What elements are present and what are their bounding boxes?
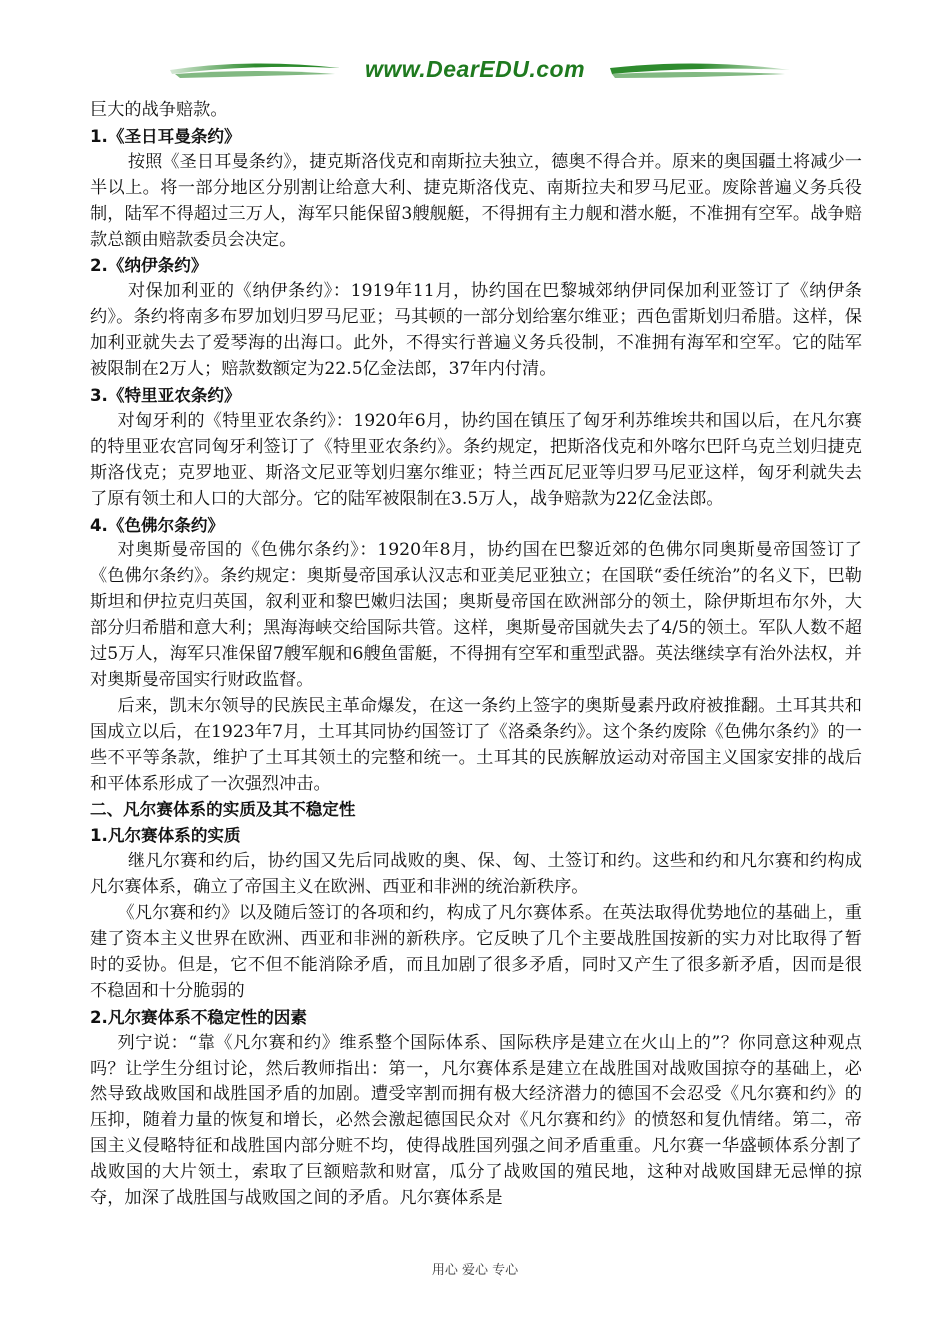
paragraph: 《凡尔赛和约》以及随后签订的各项和约，构成了凡尔赛体系。在英法取得优势地位的基础上，重建了资本主义世界在欧洲、西亚和非洲的新秩序。它反映了几个主要战胜国按新的实力对比取得了暂时的妥协。但是，它不但不能消除矛盾，而且加剧了很多矛盾，同时又产生了很多新矛盾，因而是很不稳固和十分脆弱的 [90, 903, 862, 1001]
paragraph: 后来，凯末尔领导的民族民主革命爆发，在这一条约上签字的奥斯曼素丹政府被推翻。土耳其共和国成立以后，在1923年7月，土耳其同协约国签订了《洛桑条约》。这个条约废除《色佛尔条约》的一些不平等条款，维护了土耳其领土的完整和统一。土耳其的民族解放运动对帝国主义国家安排的战后和平体系形成了一次强烈冲击。 [90, 695, 862, 794]
chapter-heading: 二、凡尔赛体系的实质及其不稳定性 [90, 800, 356, 820]
section-heading: 3.《特里亚农条约》 [90, 385, 241, 405]
section-heading: 2.《纳伊条约》 [90, 256, 208, 276]
section-heading: 1.《圣日耳曼条约》 [90, 126, 241, 146]
paragraph: 对匈牙利的《特里亚农条约》：1920年6月，协约国在镇压了匈牙利苏维埃共和国以后，在凡尔赛的特里亚农宫同匈牙利签订了《特里亚农条约》。条约规定，把斯洛伐克和外喀尔巴阡乌克兰划归捷克斯洛伐克；克罗地亚、斯洛文尼亚等划归塞尔维亚；特兰西瓦尼亚等归罗马尼亚这样，匈牙利就失去了原有领土和人口的大部分。它的陆军被限制在3.5万人，战争赔款为22亿金法郎。 [90, 410, 862, 509]
paragraph: 巨大的战争赔款。 [90, 100, 228, 120]
section-heading: 2.凡尔赛体系不稳定性的因素 [90, 1007, 307, 1027]
site-url: www.DearEDU.com [364, 56, 586, 82]
paragraph: 按照《圣日耳曼条约》，捷克斯洛伐克和南斯拉夫独立，德奥不得合并。原来的奥国疆土将减少一半以上。将一部分地区分别割让给意大利、捷克斯洛伐克、南斯拉夫和罗马尼亚。废除普遍义务兵役制，陆军不得超过三万人，海军只能保留3艘舰艇，不得拥有主力舰和潜水艇，不准拥有空军。战争赔款总额由赔款委员会决定。 [90, 151, 862, 250]
document-body [90, 98, 862, 1212]
paragraph: 继凡尔赛和约后，协约国又先后同战败的奥、保、匈、土签订和约。这些和约和凡尔赛和约构成凡尔赛体系，确立了帝国主义在欧洲、西亚和非洲的统治新秩序。 [90, 851, 862, 898]
section-heading: 1.凡尔赛体系的实质 [90, 826, 241, 846]
paragraph: 列宁说：“靠《凡尔赛和约》维系整个国际体系、国际秩序是建立在火山上的”？你同意这种观点吗？让学生分组讨论，然后教师指出：第一，凡尔赛体系是建立在战胜国对战败国掠夺的基础上，必然导致战败国和战胜国矛盾的加剧。遭受宰割而拥有极大经济潜力的德国不会忍受《凡尔赛和约》的压抑，随着力量的恢复和增长，必然会激起德国民众对《凡尔赛和约》的愤怒和复仇情绪。第二，帝国主义侵略特征和战胜国内部分赃不均，使得战胜国列强之间矛盾重重。凡尔赛一华盛顿体系分割了战败国的大片领土，索取了巨额赔款和财富，瓜分了战败国的殖民地，这种对战败国肆无忌惮的掠夺，加深了战胜国与战败国之间的矛盾。凡尔赛体系是 [90, 1032, 862, 1209]
paragraph: 对保加利亚的《纳伊条约》：1919年11月，协约国在巴黎城郊纳伊同保加利亚签订了《纳伊条约》。条约将南多布罗加划归罗马尼亚；马其顿的一部分划给塞尔维亚；西色雷斯划归希腊。这样，保加利亚就失去了爱琴海的出海口。此外，不得实行普遍义务兵役制，不准拥有海军和空军。它的陆军被限制在2万人；赔款数额定为22.5亿金法郎，37年内付清。 [90, 281, 862, 380]
page-footer: 用心 爱心 专心 [431, 1263, 519, 1278]
section-heading: 4.《色佛尔条约》 [90, 515, 225, 535]
paragraph: 对奥斯曼帝国的《色佛尔条约》：1920年8月，协约国在巴黎近郊的色佛尔同奥斯曼帝国签订了《色佛尔条约》。条约规定：奥斯曼帝国承认汉志和亚美尼亚独立；在国联“委任统治”的名义下，巴勒斯坦和伊拉克归英国，叙利亚和黎巴嫩归法国；奥斯曼帝国在欧洲部分的领土，除伊斯坦布尔外，大部分归希腊和意大利；黑海海峡交给国际共管。这样，奥斯曼帝国就失去了4/5的领土。军队人数不超过5万人，海军只准保留7艘军舰和6艘鱼雷艇，不得拥有空军和重型武器。英法继续享有治外法权，并对奥斯曼帝国实行财政监督。 [90, 540, 862, 690]
page-header [0, 44, 950, 96]
